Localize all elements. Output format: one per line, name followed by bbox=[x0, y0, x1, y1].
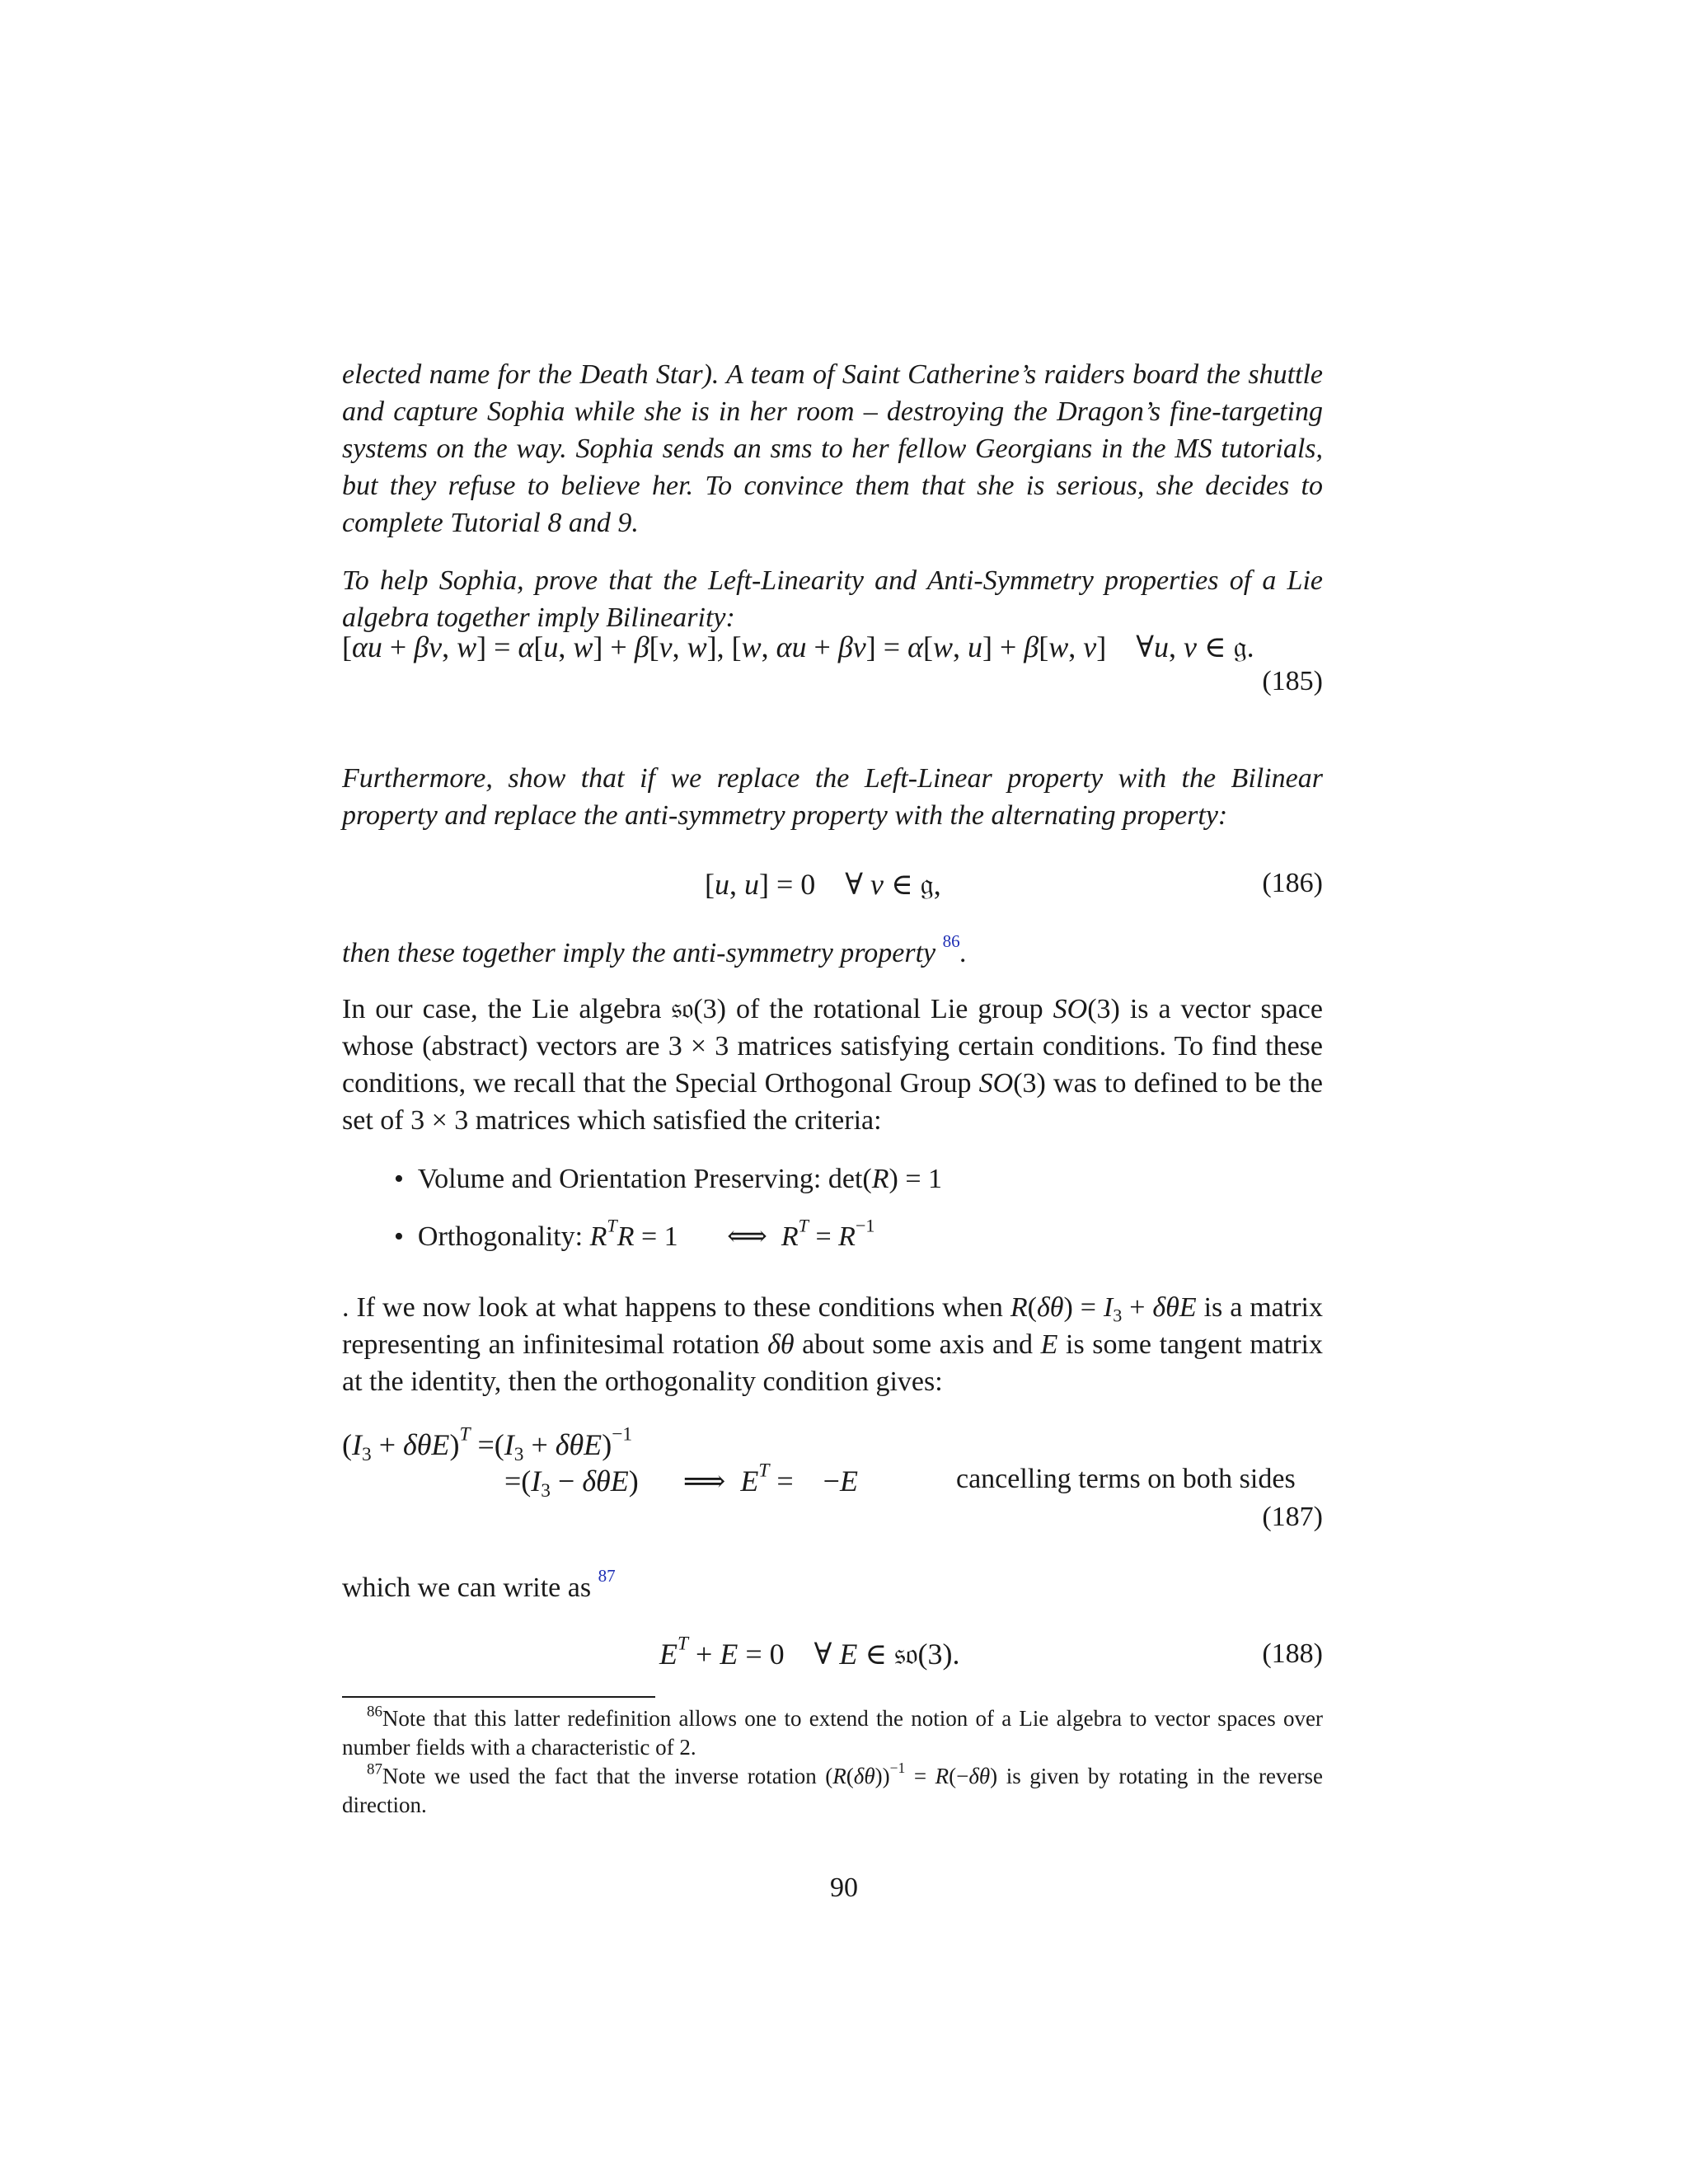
para5-text-1: In our case, the Lie algebra bbox=[342, 994, 662, 1024]
paragraph-anti-symmetry: then these together imply the anti-symmetry property $^{86}$. bbox=[342, 931, 968, 968]
equation-number-186: (186) bbox=[1262, 868, 1323, 898]
footnote-ref-86[interactable]: 86 bbox=[942, 931, 960, 952]
footnote-ref-87[interactable]: 87 bbox=[598, 1566, 616, 1586]
para6-text-1: . If we now look at what happens to these conditions when bbox=[342, 1292, 1003, 1323]
para6-text-2: is a matrix representing an infinitesimal rotation bbox=[342, 1292, 1323, 1360]
para5-text-4: matrices satisfying certain conditions. To find these conditions, we recall that the Special Orthogonal Group bbox=[342, 1031, 1323, 1099]
footnote-86-mark: 86 bbox=[367, 1703, 382, 1721]
para5-text-6: matrices which satisfied the criteria: bbox=[475, 1105, 882, 1136]
para6-text-4: is some tangent matrix at the identity, then the orthogonality condition gives: bbox=[342, 1329, 1324, 1397]
bullet-volume: • Volume and Orientation Preserving: det(R) = 1 bbox=[394, 1164, 942, 1194]
paragraph-infinitesimal: . If we now look at what happens to these conditions when $R(\delta\theta) = I_3 + \delta\theta E$ is a matrix representing an infinitesimal rotation δθ about some axis and E is some tangent matrix at the identity, then the orthogonality condition gives: bbox=[342, 1292, 1324, 1397]
equation-187-line1: $(I_3 + \delta\theta E)^T =(I_3 + \delta\theta E)^{-1}$ bbox=[342, 1423, 633, 1466]
paragraph-write-as-text: which we can write as bbox=[342, 1572, 592, 1603]
paragraph-anti-symmetry-text: then these together imply the anti-symmetry property bbox=[342, 938, 936, 968]
equation-number-185: (185) bbox=[1262, 666, 1323, 696]
footnote-87: $^{87}$Note we used the fact that the inverse rotation $(R(\delta\theta))^{-1} = R(-\delta\theta)$ is given by rotating in the reverse direction. bbox=[342, 1759, 1323, 1817]
equation-185: [αu + βv, w] = α[u, w] + β[v, w], [w, αu + βv] = α[w, u] + β[w, v] ∀u, v ∈ 𝔤. bbox=[342, 630, 1254, 664]
page-number: 90 bbox=[830, 1872, 858, 1903]
footnote-87-text-2: is given by rotating in the reverse direction. bbox=[342, 1764, 1323, 1817]
paragraph-furthermore: Furthermore, show that if we replace the Left-Linear property with the Bilinear property and replace the anti-symmetry property with the alternating property: bbox=[342, 763, 1323, 831]
footnote-86 bbox=[342, 1704, 1323, 1762]
equation-number-187: (187) bbox=[1262, 1502, 1323, 1532]
paragraph-so3: In our case, the Lie algebra 𝔰𝔬(3) of the rotational Lie group SO(3) is a vector space whose (abstract) vectors are 3 × 3 matrices satisfying certain conditions. To find these conditions, we recall that the Special Orthogonal Group SO(3) was to defined to be the set of 3 × 3 matrices which satisfied the criteria: bbox=[342, 992, 1324, 1136]
paragraph-write-as bbox=[342, 1566, 1323, 1606]
equation-187-line2: $=(I_3 - \delta\theta E)$ ⟹ $E^T$ = −E bbox=[504, 1460, 858, 1502]
bullet-orthogonality: • Orthogonality: $R^TR = 1$ ⟺ $R^T = R^{-1}$ bbox=[394, 1215, 875, 1252]
paragraph-story: elected name for the Death Star). A team of Saint Catherine’s raiders board the shuttle and capture Sophia while she is in her room – destroying the Dragon’s fine-targeting systems on the way. Sophia sends an sms to her fellow Georgians in the MS tutorials, but they refuse to believe her. To convince them that she is serious, she decides to complete Tutorial 8 and 9. bbox=[342, 359, 1323, 538]
equation-186: [u, u] = 0 ∀ v ∈ 𝔤, bbox=[705, 868, 941, 902]
equation-number-188: (188) bbox=[1262, 1638, 1323, 1669]
equation-187-note: cancelling terms on both sides bbox=[956, 1464, 1296, 1494]
paragraph-task: To help Sophia, prove that the Left-Linearity and Anti-Symmetry properties of a Lie algebra together imply Bilinearity: bbox=[342, 565, 1323, 633]
bullet-volume-label: Volume and Orientation Preserving: bbox=[417, 1164, 822, 1194]
footnote-87-text-1: Note we used the fact that the inverse rotation bbox=[382, 1764, 817, 1788]
bullet-orthogonality-label: Orthogonality: bbox=[417, 1221, 584, 1252]
para5-text-2: of the rotational Lie group bbox=[735, 994, 1043, 1024]
para5-text-3: is a vector space whose (abstract) vectors are bbox=[342, 994, 1323, 1062]
footnote-87-mark: 87 bbox=[367, 1760, 382, 1779]
equation-188: $E^T + E = 0$ ∀ E ∈ 𝔰𝔬(3). bbox=[659, 1633, 960, 1671]
para5-text-5: was to defined to be the set of bbox=[342, 1068, 1324, 1136]
footnote-86-text: Note that this latter redefinition allows one to extend the notion of a Lie algebra to vector spaces over number fields with a characteristic of 2. bbox=[342, 1706, 1323, 1760]
footnote-rule bbox=[342, 1696, 655, 1698]
para6-text-3: about some axis and bbox=[802, 1329, 1034, 1360]
